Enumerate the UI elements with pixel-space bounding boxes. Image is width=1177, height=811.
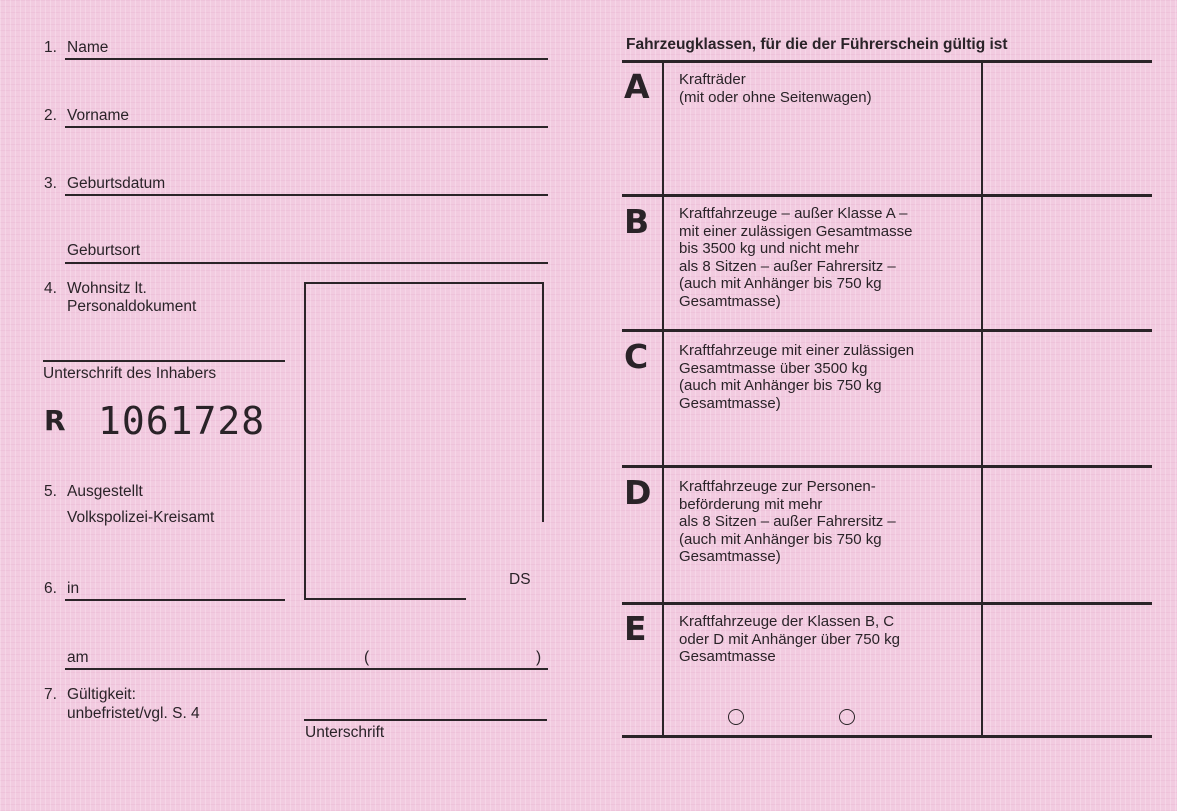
geburtsort-line[interactable]	[65, 262, 548, 264]
am-line[interactable]	[65, 668, 548, 670]
class-c-line-3: (auch mit Anhänger bis 750 kg	[679, 377, 882, 394]
serial-number: 1061728	[98, 399, 266, 443]
table-top-rule	[622, 60, 1152, 63]
table-rule-c	[622, 329, 1152, 332]
field-number-wohnsitz: 4.	[44, 280, 57, 297]
class-e-line-2: oder D mit Anhänger über 750 kg	[679, 630, 900, 648]
serial-prefix: R	[44, 404, 66, 437]
punch-hole-circle	[728, 709, 744, 725]
class-c-line-4: Gesamtmasse)	[679, 394, 781, 412]
field-number-ausgestellt: 5.	[44, 483, 57, 500]
field-label-name: Name	[67, 39, 109, 56]
class-a-line-1: Krafträder	[679, 71, 746, 88]
punch-hole-circle	[839, 709, 855, 725]
vehicle-classes-title: Fahrzeugklassen, für die der Führerschein gültig ist	[626, 36, 1008, 53]
class-e-line-1: Kraftfahrzeuge der Klassen B, C	[679, 613, 895, 630]
photo-frame-right	[542, 282, 544, 522]
table-letter-column-rule	[662, 60, 664, 737]
photo-frame-top	[304, 282, 544, 284]
class-b-line-2: mit einer zulässigen Gesamtmasse	[679, 222, 913, 240]
class-letter-e: E	[624, 609, 647, 648]
issuer-signature-label: Unterschrift	[305, 724, 385, 741]
field-number-geburtsdatum: 3.	[44, 175, 57, 192]
field-number-vorname: 2.	[44, 107, 57, 124]
name-line[interactable]	[65, 58, 548, 60]
field-label-in: in	[67, 580, 80, 597]
photo-area	[304, 282, 544, 600]
holder-signature-line[interactable]	[43, 360, 285, 362]
class-d-line-3: als 8 Sitzen – außer Fahrersitz –	[679, 513, 896, 530]
field-label-am: am	[67, 649, 89, 666]
table-rule-e	[622, 602, 1152, 605]
am-close-paren: )	[536, 649, 542, 666]
in-line[interactable]	[65, 599, 285, 601]
geburtsdatum-line[interactable]	[65, 194, 548, 196]
photo-frame-bottom	[304, 598, 466, 600]
class-b-line-1: Kraftfahrzeuge – außer Klasse A –	[679, 205, 908, 222]
table-stamp-column-rule	[981, 60, 983, 737]
class-d-line-2: beförderung mit mehr	[679, 495, 823, 513]
class-letter-c: C	[624, 337, 649, 376]
holder-signature-label: Unterschrift des Inhabers	[43, 365, 217, 382]
class-letter-a: A	[624, 67, 650, 106]
issuing-authority: Volkspolizei-Kreisamt	[67, 509, 215, 526]
class-letter-d: D	[624, 473, 652, 512]
field-label-gueltigkeit: Gültigkeit:	[67, 686, 136, 703]
class-b-line-4: als 8 Sitzen – außer Fahrersitz –	[679, 257, 896, 275]
field-label-wohnsitz: Wohnsitz lt.	[67, 280, 147, 297]
vorname-line[interactable]	[65, 126, 548, 128]
class-d-line-1: Kraftfahrzeuge zur Personen-	[679, 478, 876, 495]
class-a-line-2: (mit oder ohne Seitenwagen)	[679, 88, 872, 106]
issuer-signature-line[interactable]	[304, 719, 547, 721]
field-label-geburtsdatum: Geburtsdatum	[67, 175, 166, 192]
class-letter-b: B	[624, 202, 650, 241]
field-label-personaldokument: Personaldokument	[67, 298, 197, 315]
class-b-line-5: (auch mit Anhänger bis 750 kg	[679, 275, 882, 292]
photo-frame-left	[304, 282, 306, 600]
class-e-line-3: Gesamtmasse	[679, 648, 776, 665]
class-c-line-1: Kraftfahrzeuge mit einer zulässigen	[679, 342, 915, 359]
class-d-line-4: (auch mit Anhänger bis 750 kg	[679, 530, 882, 548]
field-label-geburtsort: Geburtsort	[67, 242, 141, 259]
class-c-line-2: Gesamtmasse über 3500 kg	[679, 359, 868, 377]
field-number-name: 1.	[44, 39, 57, 56]
field-label-vorname: Vorname	[67, 107, 130, 124]
field-label-ausgestellt: Ausgestellt	[67, 483, 143, 500]
am-open-paren: (	[364, 649, 370, 666]
table-rule-b	[622, 194, 1152, 197]
class-d-line-5: Gesamtmasse)	[679, 548, 781, 565]
class-b-line-3: bis 3500 kg und nicht mehr	[679, 240, 860, 257]
field-number-in: 6.	[44, 580, 57, 597]
table-bottom-rule	[622, 735, 1152, 738]
table-rule-d	[622, 465, 1152, 468]
field-number-gueltigkeit: 7.	[44, 686, 57, 703]
ds-mark: DS	[509, 571, 531, 588]
class-b-line-6: Gesamtmasse)	[679, 292, 781, 310]
gueltigkeit-value: unbefristet/vgl. S. 4	[67, 705, 200, 722]
